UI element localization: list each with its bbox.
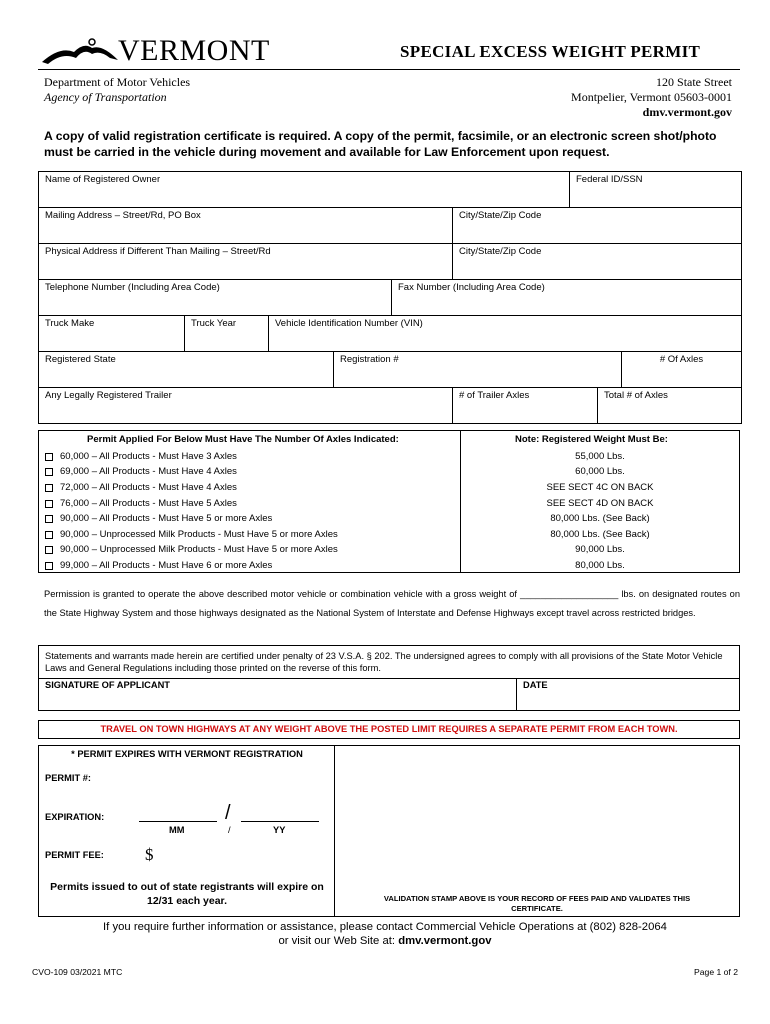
weight-value: SEE SECT 4D ON BACK <box>546 498 654 509</box>
fax-field[interactable] <box>391 280 741 315</box>
permit-option-label: 99,000 – All Products - Must Have 6 or more Axles <box>60 560 273 571</box>
dollar-sign: $ <box>145 845 154 864</box>
permit-option-label: 60,000 – All Products - Must Have 3 Axles <box>60 451 237 462</box>
federal-id-label: Federal ID/SSN <box>576 174 643 185</box>
expires-note: * PERMIT EXPIRES WITH VERMONT REGISTRATION <box>71 749 303 759</box>
mailing-label: Mailing Address – Street/Rd, PO Box <box>45 210 201 221</box>
expiration-slash: / <box>225 802 231 824</box>
street-address: 120 State Street <box>656 75 732 89</box>
axles-label: # Of Axles <box>659 354 704 365</box>
trailer-field[interactable] <box>39 388 452 423</box>
owner-field[interactable] <box>39 172 569 207</box>
website-prefix: or visit our Web Site at: <box>278 935 396 947</box>
month-label: MM <box>169 825 185 835</box>
city-field-2[interactable] <box>452 244 741 279</box>
mountain-logo-icon <box>40 36 120 70</box>
checkbox[interactable] <box>45 546 53 554</box>
logo-text: VERMONT <box>118 34 270 67</box>
permit-option-label: 69,000 – All Products - Must Have 4 Axles <box>60 466 237 477</box>
city-label-2: City/State/Zip Code <box>459 246 542 257</box>
phone-field[interactable] <box>39 280 391 315</box>
form-id: CVO-109 03/2021 MTC <box>32 967 123 977</box>
permit-option-label: 72,000 – All Products - Must Have 4 Axles <box>60 482 237 493</box>
checkbox[interactable] <box>45 515 53 523</box>
website-line <box>0 934 770 948</box>
vermont-logo <box>40 32 270 72</box>
trailer-label: Any Legally Registered Trailer <box>45 390 172 401</box>
grid-row-physical <box>39 243 741 279</box>
address-block <box>571 75 732 120</box>
checkbox[interactable] <box>45 562 53 570</box>
department-block <box>44 75 190 105</box>
reg-num-field[interactable] <box>333 352 621 387</box>
contact-line: If you require further information or assistance, please contact Commercial Vehicle Operations at (802) 828-2064 <box>103 921 667 933</box>
permit-options-header: Permit Applied For Below Must Have The Number Of Axles Indicated: <box>87 434 399 445</box>
office-use-section <box>38 745 740 917</box>
checkbox[interactable] <box>45 468 53 476</box>
website-header: dmv.vermont.gov <box>642 105 732 119</box>
form-title: SPECIAL EXCESS WEIGHT PERMIT <box>400 42 701 61</box>
weight-value: 80,000 Lbs. (See Back) <box>550 529 650 540</box>
certification-text: Statements and warrants made herein are certified under penalty of 23 V.S.A. § 202. The undersigned agrees to comply with all provisions of the State Motor Vehicle Laws and General Regulations including those printed on the reverse of this form. <box>45 651 723 673</box>
truck-year-label: Truck Year <box>191 318 237 329</box>
total-axles-label: Total # of Axles <box>604 390 668 401</box>
federal-id-field[interactable] <box>569 172 741 207</box>
physical-field[interactable] <box>39 244 452 279</box>
permit-option-row[interactable] <box>45 449 237 464</box>
permit-option-label: 90,000 – All Products - Must Have 5 or more Axles <box>60 513 273 524</box>
date-label: DATE <box>523 680 548 690</box>
permit-fee-label: PERMIT FEE: <box>45 850 104 860</box>
grid-row-truck <box>39 315 741 351</box>
registration-notice: A copy of valid registration certificate is required. A copy of the permit, facsimile, or an electronic screen shot/photo must be carried in the vehicle during movement and available for Law Enforcement upon request. <box>44 129 717 159</box>
grid-row-owner <box>39 172 741 207</box>
weight-value: 80,000 Lbs. <box>575 560 625 571</box>
grid-row-phone <box>39 279 741 315</box>
town-highway-warning: TRAVEL ON TOWN HIGHWAYS AT ANY WEIGHT ABOVE THE POSTED LIMIT REQUIRES A SEPARATE PERMIT FROM EACH TOWN. <box>38 720 740 739</box>
checkbox[interactable] <box>45 484 53 492</box>
expiration-year-input[interactable] <box>241 821 319 822</box>
checkbox[interactable] <box>45 500 53 508</box>
validation-stamp-area <box>335 746 739 916</box>
signature-field[interactable] <box>39 678 517 710</box>
signature-label: SIGNATURE OF APPLICANT <box>45 680 170 690</box>
weight-value: 80,000 Lbs. (See Back) <box>550 513 650 524</box>
mailing-field[interactable] <box>39 208 452 243</box>
weight-column <box>461 431 739 572</box>
contact-info <box>0 920 770 948</box>
truck-year-field[interactable] <box>184 316 268 351</box>
header-divider <box>38 69 740 70</box>
permit-number-label: PERMIT #: <box>45 773 91 783</box>
vin-label: Vehicle Identification Number (VIN) <box>275 318 423 329</box>
permit-option-label: 76,000 – All Products - Must Have 5 Axles <box>60 498 237 509</box>
trailer-axles-label: # of Trailer Axles <box>459 390 530 401</box>
permit-option-row[interactable] <box>45 527 338 542</box>
page-number: Page 1 of 2 <box>694 967 738 977</box>
grid-row-mailing <box>39 207 741 243</box>
permit-option-row[interactable] <box>45 480 237 495</box>
reg-num-label: Registration # <box>340 354 399 365</box>
permit-types-table <box>38 430 740 573</box>
city-label-1: City/State/Zip Code <box>459 210 542 221</box>
website-link[interactable]: dmv.vermont.gov <box>398 935 492 947</box>
city-field-1[interactable] <box>452 208 741 243</box>
fax-label: Fax Number (Including Area Code) <box>398 282 545 293</box>
city-address: Montpelier, Vermont 05603-0001 <box>571 90 732 104</box>
checkbox[interactable] <box>45 453 53 461</box>
grid-row-registration <box>39 351 741 387</box>
permit-option-label: 90,000 – Unprocessed Milk Products - Must Have 5 or more Axles <box>60 544 338 555</box>
expiration-month-input[interactable] <box>139 821 217 822</box>
weight-header: Note: Registered Weight Must Be: <box>515 434 668 445</box>
weight-value: 60,000 Lbs. <box>575 466 625 477</box>
axles-field[interactable] <box>621 352 741 387</box>
permit-option-row[interactable] <box>45 558 272 573</box>
date-field[interactable] <box>517 678 739 710</box>
permit-details-panel <box>39 746 335 916</box>
permit-option-label: 90,000 – Unprocessed Milk Products - Must Have 5 or more Axles <box>60 529 338 540</box>
permit-option-row[interactable] <box>45 542 338 557</box>
agency-name: Agency of Transportation <box>44 90 167 104</box>
department-name: Department of Motor Vehicles <box>44 75 191 89</box>
permission-statement: Permission is granted to operate the above described motor vehicle or combination vehicle with a gross weight of ___________________ lbs. on designated routes on the State Highway System and those highways designated as the National System of Interstate and Defense Highways except travel across restricted bridges. <box>44 589 740 618</box>
weight-value: SEE SECT 4C ON BACK <box>546 482 654 493</box>
out-of-state-note: Permits issued to out of state registrants will expire on 12/31 each year. <box>50 881 324 907</box>
vin-field[interactable] <box>268 316 741 351</box>
expiration-label: EXPIRATION: <box>45 812 105 822</box>
permit-options-column <box>39 431 461 572</box>
total-axles-field[interactable] <box>597 388 741 423</box>
applicant-info-grid <box>38 171 742 424</box>
checkbox[interactable] <box>45 531 53 539</box>
weight-value: 55,000 Lbs. <box>575 451 625 462</box>
validation-note: VALIDATION STAMP ABOVE IS YOUR RECORD OF FEES PAID AND VALIDATES THIS CERTIFICATE. <box>383 894 691 913</box>
permit-option-row[interactable] <box>45 511 272 526</box>
grid-row-trailer <box>39 387 741 423</box>
trailer-axles-field[interactable] <box>452 388 597 423</box>
owner-label: Name of Registered Owner <box>45 174 161 185</box>
reg-state-label: Registered State <box>45 354 116 365</box>
phone-label: Telephone Number (Including Area Code) <box>45 282 220 293</box>
certification-box <box>38 645 740 711</box>
permit-option-row[interactable] <box>45 496 237 511</box>
date-separator: / <box>228 825 231 835</box>
truck-make-label: Truck Make <box>45 318 95 329</box>
year-label: YY <box>273 825 286 835</box>
permit-option-row[interactable] <box>45 464 237 479</box>
truck-make-field[interactable] <box>39 316 184 351</box>
reg-state-field[interactable] <box>39 352 333 387</box>
physical-label: Physical Address if Different Than Mailing – Street/Rd <box>45 246 271 257</box>
weight-value: 90,000 Lbs. <box>575 544 625 555</box>
